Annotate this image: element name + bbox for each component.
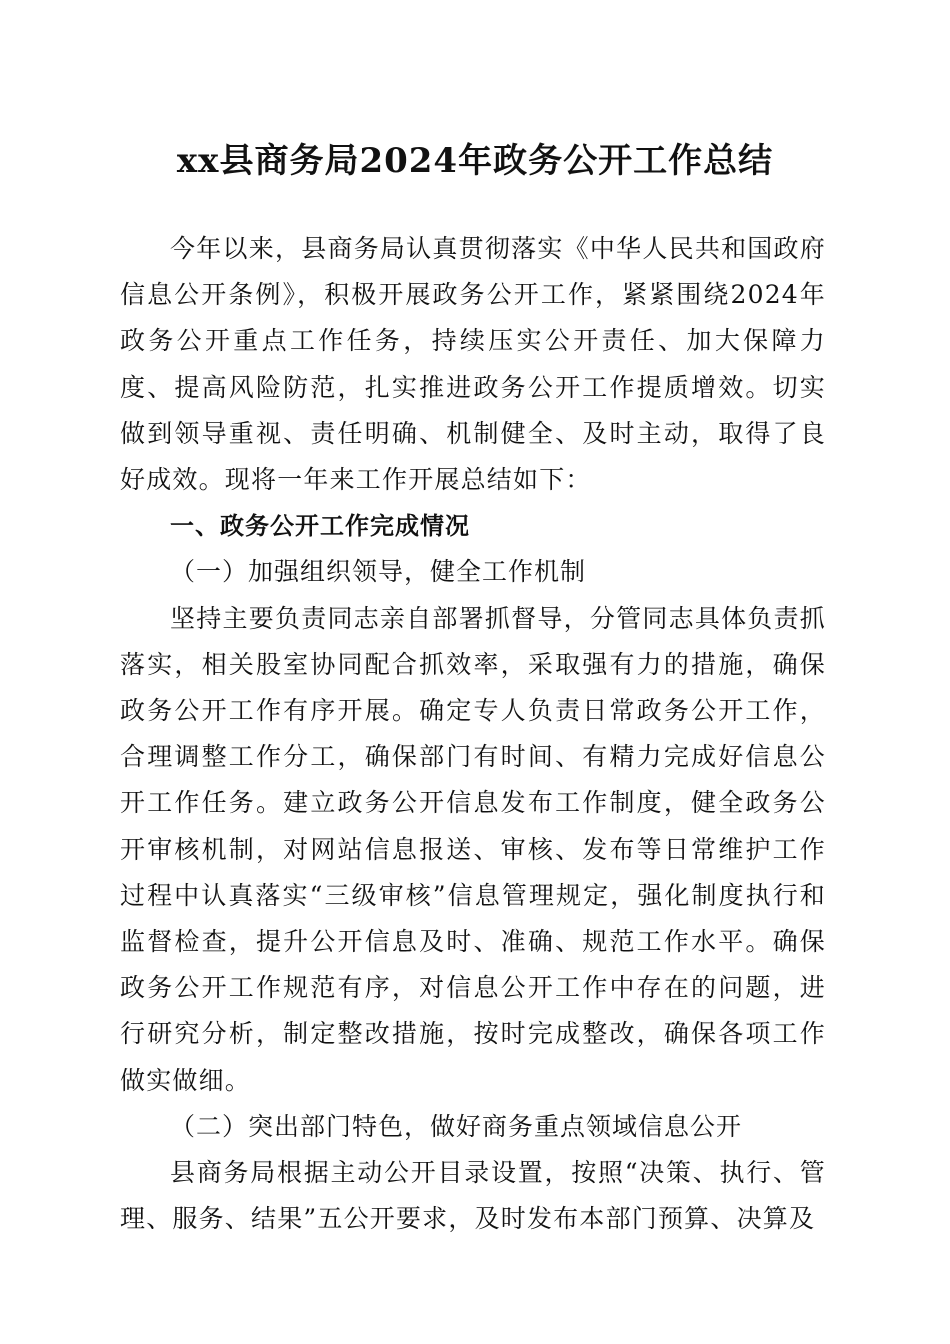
subsection-1-heading: （一）加强组织领导，健全工作机制 [170,557,587,587]
subsection-2-heading: （二）突出部门特色，做好商务重点领域信息公开 [170,1111,743,1141]
document-title: xx县商务局2024年政务公开工作总结 [176,141,774,181]
section-1-heading: 一、政务公开工作完成情况 [170,512,470,541]
intro-paragraph: 今年以来，县商务局认真贯彻落实《中华人民共和国政府信息公开条例》，积极开展政务公开工作，紧紧围绕2024年政务公开重点工作任务，持续压实公开责任、加大保障力度、提高风险防范，扎实推进政务公开工作提质增效。切实做到领导重视、责任明确、机制健全、及时主动，取得了良好成效。现将一年来工作开展总结如下： [120,234,826,495]
subsection-1-paragraph: 坚持主要负责同志亲自部署抓督导，分管同志具体负责抓落实，相关股室协同配合抓效率，采取强有力的措施，确保政务公开工作有序开展。确定专人负责日常政务公开工作，合理调整工作分工，确保部门有时间、有精力完成好信息公开工作任务。建立政务公开信息发布工作制度，健全政务公开审核机制，对网站信息报送、审核、发布等日常维护工作过程中认真落实“三级审核”信息管理规定，强化制度执行和监督检查，提升公开信息及时、准确、规范工作水平。确保政务公开工作规范有序，对信息公开工作中存在的问题，进行研究分析，制定整改措施，按时完成整改，确保各项工作做实做细。 [120,603,826,1095]
document-body [120,226,826,1242]
subsection-2-paragraph: 县商务局根据主动公开目录设置，按照“决策、执行、管理、服务、结果”五公开要求，及时发布本部门预算、决算及 [120,1158,826,1234]
